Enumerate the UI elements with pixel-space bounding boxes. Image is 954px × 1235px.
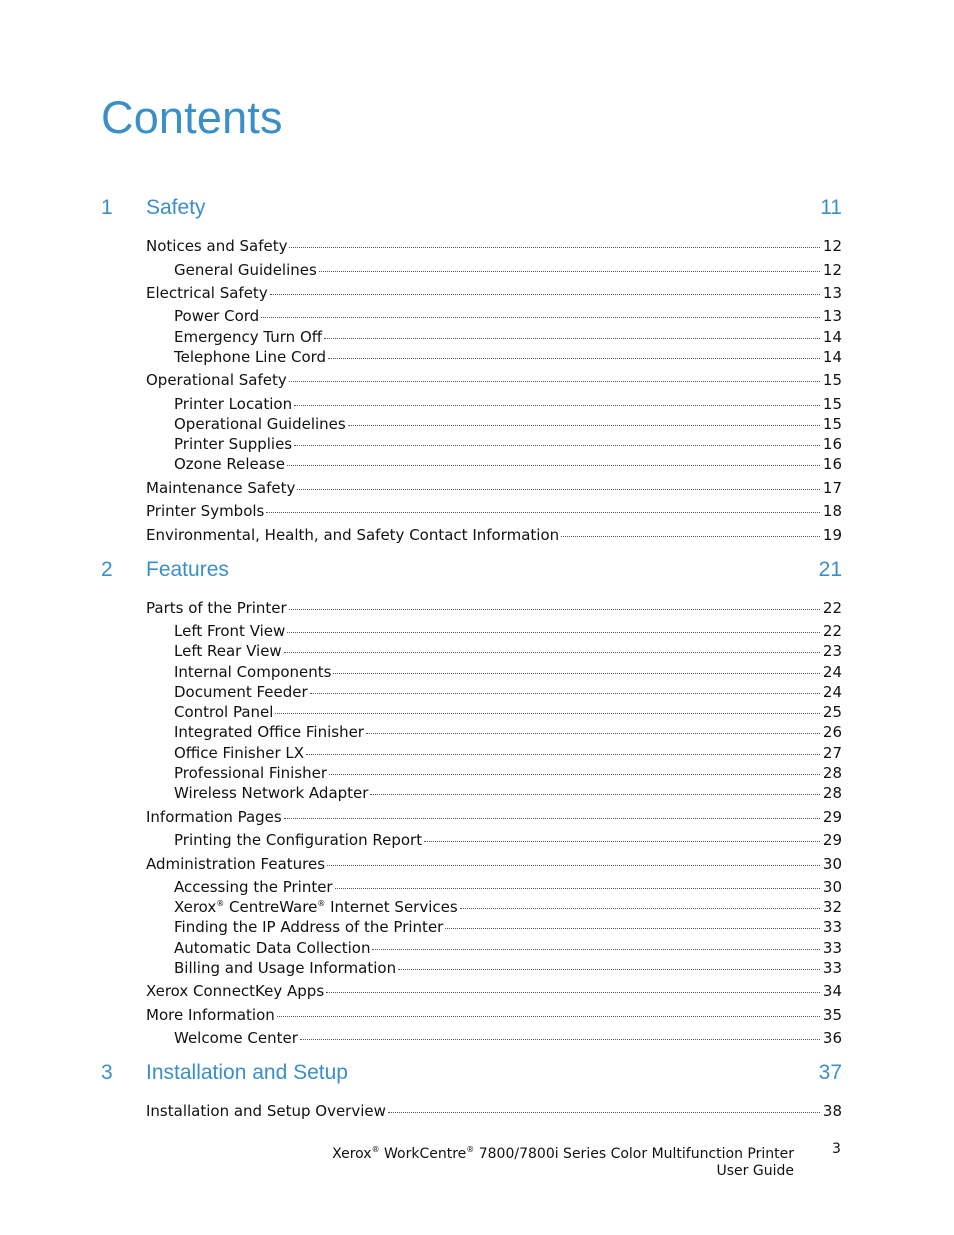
toc-entry-page: 30 — [822, 855, 842, 873]
footer-guide-label: User Guide — [716, 1163, 794, 1179]
toc-entry[interactable] — [174, 764, 842, 784]
toc-entry-title: Billing and Usage Information — [174, 959, 397, 977]
toc-entry-page: 24 — [822, 683, 842, 701]
dot-leader — [294, 405, 820, 406]
toc-entry[interactable] — [146, 526, 842, 546]
toc-entry[interactable] — [146, 284, 842, 304]
toc-entry[interactable] — [146, 1102, 842, 1122]
dot-leader — [289, 247, 819, 248]
toc-entry-title: Document Feeder — [174, 683, 308, 701]
toc-entry-page: 22 — [822, 599, 842, 617]
toc-entry-page: 38 — [822, 1102, 842, 1120]
toc-entry-page: 15 — [822, 371, 842, 389]
toc-entry-page: 28 — [822, 784, 842, 802]
dot-leader — [326, 992, 820, 993]
toc-entry[interactable] — [174, 395, 842, 415]
dot-leader — [294, 445, 820, 446]
toc-entry-page: 15 — [822, 415, 842, 433]
footer-page-number: 3 — [832, 1141, 841, 1157]
dot-leader — [366, 733, 820, 734]
page-title: Contents — [101, 92, 283, 143]
toc-entry-title: Accessing the Printer — [174, 878, 333, 896]
chapter-heading-installation-and-setup[interactable] — [101, 1061, 842, 1089]
footer-product-line: Xerox® WorkCentre® 7800/7800i Series Color Multifunction Printer — [332, 1145, 794, 1162]
toc-entry-title: Environmental, Health, and Safety Contact Information — [146, 526, 560, 544]
dot-leader — [277, 1016, 820, 1017]
toc-entry-title: Finding the IP Address of the Printer — [174, 918, 444, 936]
dot-leader — [324, 338, 820, 339]
toc-entry[interactable] — [174, 1029, 842, 1049]
toc-entry[interactable] — [174, 348, 842, 368]
toc-entry-page: 25 — [822, 703, 842, 721]
toc-entry[interactable] — [146, 599, 842, 619]
dot-leader — [270, 294, 820, 295]
toc-entry-page: 18 — [822, 502, 842, 520]
toc-entry[interactable] — [174, 415, 842, 435]
toc-entry-title: Printing the Configuration Report — [174, 831, 423, 849]
dot-leader — [348, 425, 820, 426]
chapter-page: 37 — [818, 1061, 842, 1084]
chapter-heading-features[interactable] — [101, 558, 842, 586]
toc-entry[interactable] — [146, 1006, 842, 1026]
toc-entry-page: 22 — [822, 622, 842, 640]
toc-entry-title: Information Pages — [146, 808, 282, 826]
toc-entry[interactable] — [174, 435, 842, 455]
toc-entry-title: Printer Supplies — [174, 435, 293, 453]
toc-entry-title: Welcome Center — [174, 1029, 298, 1047]
toc-entry[interactable] — [146, 808, 842, 828]
toc-entry[interactable] — [146, 479, 842, 499]
toc-entry-page: 34 — [822, 982, 842, 1000]
toc-entry[interactable] — [174, 703, 842, 723]
dot-leader — [460, 908, 820, 909]
dot-leader — [287, 632, 820, 633]
toc-entry-title: Operational Safety — [146, 371, 287, 389]
toc-entry-title: Printer Location — [174, 395, 293, 413]
toc-entry-page: 33 — [822, 939, 842, 957]
toc-entry-title: Integrated Office Finisher — [174, 723, 364, 741]
toc-entry-page: 35 — [822, 1006, 842, 1024]
chapter-heading-safety[interactable] — [101, 196, 842, 224]
dot-leader — [300, 1039, 820, 1040]
toc-entry-page: 12 — [822, 237, 842, 255]
toc-entry[interactable] — [174, 918, 842, 938]
toc-entry[interactable] — [146, 371, 842, 391]
dot-leader — [284, 652, 820, 653]
toc-entry-title: More Information — [146, 1006, 275, 1024]
chapter-title: Installation and Setup — [146, 1061, 348, 1084]
toc-entry-page: 16 — [822, 435, 842, 453]
dot-leader — [284, 818, 820, 819]
toc-entry-page: 26 — [822, 723, 842, 741]
dot-leader — [333, 673, 819, 674]
toc-entry-title: Electrical Safety — [146, 284, 268, 302]
toc-entry-page: 17 — [822, 479, 842, 497]
toc-entry-page: 13 — [822, 284, 842, 302]
toc-entry-title: Administration Features — [146, 855, 326, 873]
toc-entry-page: 14 — [822, 328, 842, 346]
footer-product-info — [332, 1141, 794, 1180]
dot-leader — [266, 512, 820, 513]
toc-entry-page: 24 — [822, 663, 842, 681]
toc-entry-title: Xerox® CentreWare® Internet Services — [174, 898, 458, 916]
chapter-page: 11 — [820, 196, 842, 219]
toc-entry-title: Installation and Setup Overview — [146, 1102, 386, 1120]
toc-entry[interactable] — [174, 307, 842, 327]
dot-leader — [398, 969, 820, 970]
toc-entry[interactable] — [174, 784, 842, 804]
toc-entry-page: 16 — [822, 455, 842, 473]
toc-entry-page: 23 — [822, 642, 842, 660]
toc-entry-title: Wireless Network Adapter — [174, 784, 369, 802]
toc-entry[interactable] — [174, 261, 842, 281]
toc-entry-title: Left Front View — [174, 622, 286, 640]
chapter-title: Features — [146, 558, 229, 581]
toc-entry[interactable] — [146, 982, 842, 1002]
chapter-title: Safety — [146, 196, 206, 219]
dot-leader — [445, 928, 820, 929]
toc-entry[interactable] — [174, 723, 842, 743]
dot-leader — [261, 317, 820, 318]
dot-leader — [370, 794, 819, 795]
toc-entry-page: 15 — [822, 395, 842, 413]
toc-entry-title: Office Finisher LX — [174, 744, 305, 762]
toc-entry-title: Ozone Release — [174, 455, 285, 473]
dot-leader — [561, 536, 820, 537]
toc-entry-page: 36 — [822, 1029, 842, 1047]
toc-entry-page: 27 — [822, 744, 842, 762]
toc-entry-title: Parts of the Printer — [146, 599, 287, 617]
toc-entry[interactable] — [174, 683, 842, 703]
toc-entry-title: Automatic Data Collection — [174, 939, 371, 957]
toc-entry-title: Emergency Turn Off — [174, 328, 323, 346]
dot-leader — [275, 713, 819, 714]
dot-leader — [335, 888, 820, 889]
toc-entry-page: 28 — [822, 764, 842, 782]
toc-entry-page: 29 — [822, 808, 842, 826]
toc-entry-page: 30 — [822, 878, 842, 896]
dot-leader — [328, 358, 820, 359]
toc-entry[interactable] — [174, 959, 842, 979]
toc-entry[interactable] — [174, 642, 842, 662]
toc-entry-title: Printer Symbols — [146, 502, 265, 520]
dot-leader — [327, 865, 820, 866]
toc-entry[interactable] — [146, 855, 842, 875]
toc-entry-title: Operational Guidelines — [174, 415, 346, 433]
toc-entry[interactable] — [146, 502, 842, 522]
toc-entry-page: 12 — [822, 261, 842, 279]
toc-entry-page: 13 — [822, 307, 842, 325]
toc-entry[interactable] — [174, 831, 842, 851]
toc-entry[interactable] — [174, 622, 842, 642]
dot-leader — [287, 465, 820, 466]
toc-entry-title: Telephone Line Cord — [174, 348, 327, 366]
toc-entry-title: Left Rear View — [174, 642, 282, 660]
dot-leader — [319, 271, 820, 272]
dot-leader — [289, 381, 820, 382]
toc-entry[interactable] — [174, 878, 842, 898]
dot-leader — [289, 609, 820, 610]
dot-leader — [372, 949, 819, 950]
dot-leader — [388, 1112, 820, 1113]
toc-entry[interactable] — [174, 898, 842, 918]
toc-entry-title: Professional Finisher — [174, 764, 328, 782]
dot-leader — [424, 841, 820, 842]
toc-entry-title: Xerox ConnectKey Apps — [146, 982, 325, 1000]
toc-entry[interactable] — [174, 455, 842, 475]
dot-leader — [297, 489, 820, 490]
toc-entry-page: 14 — [822, 348, 842, 366]
toc-entry-title: General Guidelines — [174, 261, 317, 279]
toc-entry-title: Internal Components — [174, 663, 332, 681]
toc-entry-title: Power Cord — [174, 307, 260, 325]
dot-leader — [310, 693, 820, 694]
toc-entry[interactable] — [146, 237, 842, 257]
toc-entry[interactable] — [174, 939, 842, 959]
dot-leader — [329, 774, 820, 775]
chapter-number: 1 — [101, 196, 113, 219]
toc-entry-page: 33 — [822, 918, 842, 936]
toc-entry[interactable] — [174, 663, 842, 683]
dot-leader — [306, 754, 820, 755]
toc-entry-title: Maintenance Safety — [146, 479, 296, 497]
toc-entry-page: 19 — [822, 526, 842, 544]
chapter-number: 3 — [101, 1061, 113, 1084]
chapter-number: 2 — [101, 558, 113, 581]
toc-entry-page: 29 — [822, 831, 842, 849]
toc-entry[interactable] — [174, 328, 842, 348]
toc-entry[interactable] — [174, 744, 842, 764]
toc-entry-title: Control Panel — [174, 703, 274, 721]
toc-entry-page: 32 — [822, 898, 842, 916]
toc-entry-page: 33 — [822, 959, 842, 977]
chapter-page: 21 — [818, 558, 842, 581]
toc-entry-title: Notices and Safety — [146, 237, 288, 255]
